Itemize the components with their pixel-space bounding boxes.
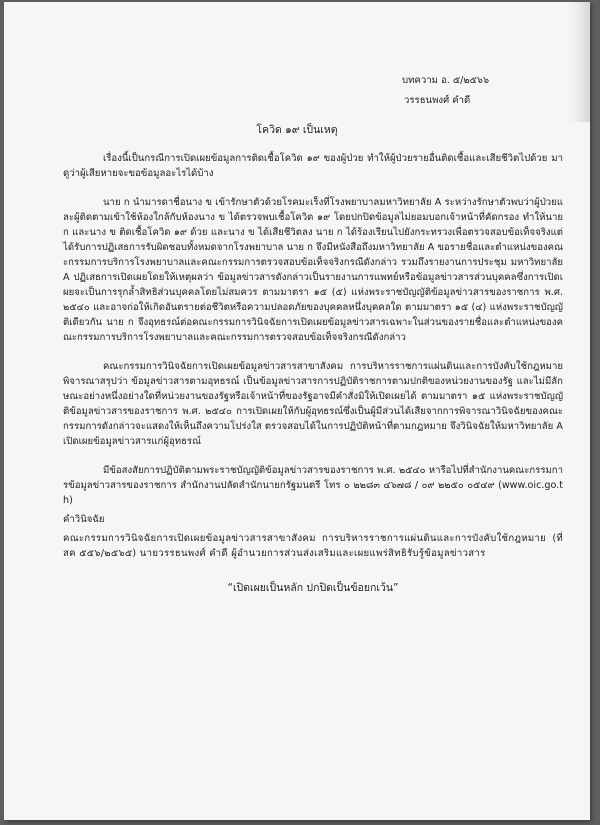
contact-paragraph: มีข้อสงสัยการปฏิบัติตามพระราชบัญญัติข้อมูลข่าวสารของราชการ พ.ศ. ๒๕๔๐ หารือไปที่สำนักงานคณะกรรมการข้อมูลข่าวสารของราชการ สำนักงานปลัดสำนักนายกรัฐมนตรี โทร ๐ ๒๒๘๓ ๔๖๗๘ / ๐๙ ๒๒๕๐ ๐๕๔๙ (www.oic.go.th) — [63, 465, 563, 506]
document-body — [63, 151, 563, 596]
facts-paragraph: นาย ก นำมารดาชื่อนาง ข เข้ารักษาตัวด้วยโรคมะเร็งที่โรงพยาบาลมหาวิทยาลัย A ระหว่างรักษาตัวพบว่าผู้ป่วยและผู้ติดตามเข้าใช้ห้องใกล้กับห้องนาง ข ได้ตรวจพบเชื้อโควิด ๑๙ โดยปกปิดข้อมูลไม่ยอมบอกเจ้าหน้าที่คัดกรอง ทำให้นาย ก และนาง ข ติดเชื้อโควิด ๑๙ ด้วย และนาง ข ได้เสียชีวิตลง นาย ก ได้ร้องเรียนไปยังกระทรวงเพื่อตรวจสอบข้อเท็จจริงแต่ได้รับการปฏิเสธการรับผิดชอบทั้งหมดจากโรงพยาบาล นาย ก จึงมีหนังสือถึงมหาวิทยาลัย A ขอรายชื่อและตำแหน่งของคณะกรรมการบริการโรงพยาบาลและคณะกรรมการตรวจสอบข้อเท็จจริงกรณีดังกล่าว รวมถึงรายงานการประชุม มหาวิทยาลัย A ปฏิเสธการเปิดเผยโดยให้เหตุผลว่า ข้อมูลข่าวสารดังกล่าวเป็นรายงานการแพทย์หรือข้อมูลข่าวสารส่วนบุคคลซึ่งการเปิดเผยจะเป็นการรุกล้ำสิทธิส่วนบุคคลโดยไม่สมควร ตามมาตรา ๑๕ (๕) แห่งพระราชบัญญัติข้อมูลข่าวสารของราชการ พ.ศ. ๒๕๔๐ และอาจก่อให้เกิดอันตรายต่อชีวิตหรือความปลอดภัยของบุคคลหนึ่งบุคคลใด ตามมาตรา ๑๕ (๔) แห่งพระราชบัญญัติเดียวกัน นาย ก จึงอุทธรณ์ต่อคณะกรรมการวินิจฉัยการเปิดเผยข้อมูลข่าวสารเฉพาะในส่วนของรายชื่อและตำแหน่งของคณะกรรมการบริการโรงพยาบาลและคณะกรรมการตรวจสอบข้อเท็จจริงกรณีดังกล่าว — [63, 197, 563, 343]
intro-paragraph: เรื่องนี้เป็นกรณีการเปิดเผยข้อมูลการติดเชื้อโควิด ๑๙ ของผู้ป่วย ทำให้ผู้ป่วยรายอื่นติดเชื้อและเสียชีวิตไปด้วย มาดูว่าผู้เสียหายจะขอข้อมูลอะไรได้บ้าง — [63, 153, 563, 179]
document-page — [4, 2, 590, 820]
decision-label: คำวินิจฉัย — [63, 514, 105, 525]
article-reference-number: บทความ อ. ๕/๒๕๖๖ — [402, 75, 490, 86]
ruling-paragraph: คณะกรรมการวินิจฉัยการเปิดเผยข้อมูลข่าวสารสาขาสังคม การบริหารราชการแผ่นดินและการบังคับใช้กฎหมาย พิจารณาสรุปว่า ข้อมูลข่าวสารตามอุทธรณ์ เป็นข้อมูลข่าวสารการปฏิบัติราชการตามปกติของหน่วยงานของรัฐ และไม่มีลักษณะอย่างหนึ่งอย่างใดที่หน่วยงานของรัฐหรือเจ้าหน้าที่ของรัฐอาจมีคำสั่งมิให้เปิดเผยได้ ตามมาตรา ๑๕ แห่งพระราชบัญญัติข้อมูลข่าวสารของราชการ พ.ศ. ๒๕๔๐ การเปิดเผยให้กับผู้อุทธรณ์ซึ่งเป็นผู้มีส่วนได้เสียจากการพิจารณาวินิจฉัยของคณะกรรมการดังกล่าวจะแสดงให้เห็นถึงความโปร่งใส ตรวจสอบได้ในการปฏิบัติหน้าที่ตามกฎหมาย จึงวินิจฉัยให้มหาวิทยาลัย A เปิดเผยข้อมูลข่าวสารแก่ผู้อุทธรณ์ — [63, 361, 563, 447]
document-title: โควิด ๑๙ เป็นเหตุ — [256, 124, 338, 136]
reference-block — [402, 71, 572, 111]
author-name: วรรธนพงศ์ คำดี — [404, 95, 471, 106]
slogan: “เปิดเผยเป็นหลัก ปกปิดเป็นข้อยกเว้น” — [227, 582, 399, 594]
decision-text: คณะกรรมการวินิจฉัยการเปิดเผยข้อมูลข่าวสารสาขาสังคม การบริหารราชการแผ่นดินและการบังคับใช้กฎหมาย (ที่ สค ๕๕๖/๒๕๖๕) นายวรรธนพงศ์ คำดี ผู้อำนวยการส่วนส่งเสริมและเผยแพร่สิทธิรับรู้ข้อมูลข่าวสาร — [63, 533, 563, 559]
